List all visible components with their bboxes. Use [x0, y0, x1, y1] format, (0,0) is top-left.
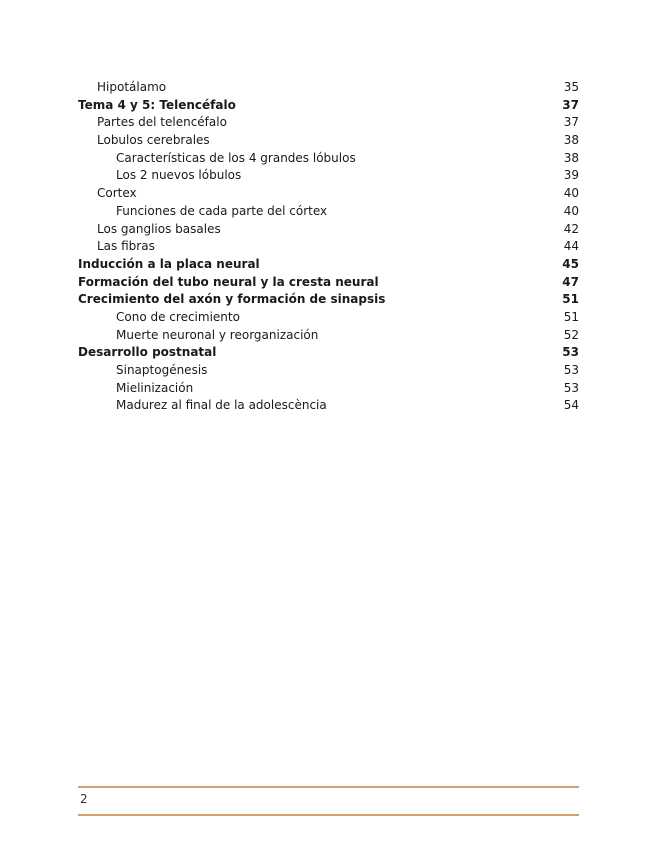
toc-entry-page: 53 — [563, 380, 579, 395]
toc-entry-title: Cortex — [97, 186, 137, 201]
toc-entry-page: 40 — [563, 186, 579, 201]
toc-entry-title: Tema 4 y 5: Telencéfalo — [78, 97, 236, 112]
toc-entry-title: Lobulos cerebrales — [97, 133, 210, 148]
toc-entry-page: 37 — [563, 115, 579, 130]
toc-entry-page: 51 — [563, 309, 579, 324]
toc-entry[interactable] — [78, 327, 579, 345]
toc-entry[interactable] — [78, 79, 579, 97]
toc-entry-page: 51 — [562, 292, 579, 307]
toc-entry[interactable] — [78, 238, 579, 256]
page-number: 2 — [80, 792, 88, 806]
toc-entry[interactable] — [78, 362, 579, 380]
footer-bottom-rule — [78, 814, 579, 816]
toc-entry[interactable] — [78, 150, 579, 168]
toc-entry-title: Sinaptogénesis — [116, 363, 208, 377]
toc-entry-page: 47 — [562, 274, 579, 289]
toc-entry[interactable] — [78, 397, 579, 415]
table-of-contents — [78, 79, 579, 415]
toc-entry-title: Los ganglios basales — [97, 221, 221, 236]
toc-entry-page: 35 — [563, 80, 579, 94]
toc-entry[interactable] — [78, 380, 579, 398]
toc-entry[interactable] — [78, 291, 579, 309]
toc-entry-page: 40 — [563, 203, 579, 218]
toc-entry-title: Cono de crecimiento — [116, 309, 240, 324]
toc-entry-page: 52 — [563, 327, 579, 342]
toc-entry[interactable] — [78, 167, 579, 185]
toc-entry[interactable] — [78, 97, 579, 115]
toc-entry-page: 54 — [563, 398, 579, 413]
toc-entry[interactable] — [78, 185, 579, 203]
toc-entry-title: Las fibras — [97, 239, 155, 254]
toc-entry-page: 42 — [563, 221, 579, 236]
toc-entry-page: 45 — [562, 256, 579, 271]
toc-entry-title: Madurez al final de la adolescència — [116, 398, 327, 413]
toc-entry-page: 38 — [563, 133, 579, 148]
toc-entry-page: 37 — [562, 97, 579, 112]
toc-entry-title: Características de los 4 grandes lóbulos — [116, 150, 356, 165]
toc-entry[interactable] — [78, 221, 579, 239]
toc-entry-title: Hipotálamo — [97, 80, 167, 94]
toc-entry-page: 38 — [563, 150, 579, 165]
toc-entry-page: 53 — [563, 363, 579, 377]
toc-entry-title: Crecimiento del axón y formación de sinapsis — [78, 292, 386, 307]
toc-entry-page: 39 — [563, 168, 579, 183]
toc-entry-title: Mielinización — [116, 380, 194, 395]
toc-entry[interactable] — [78, 256, 579, 274]
toc-entry-title: Los 2 nuevos lóbulos — [116, 168, 242, 183]
toc-entry-title: Formación del tubo neural y la cresta neural — [78, 274, 379, 289]
toc-entry-title: Muerte neuronal y reorganización — [116, 327, 319, 342]
toc-entry-page: 44 — [563, 239, 579, 254]
toc-entry[interactable] — [78, 114, 579, 132]
footer-top-rule — [78, 786, 579, 788]
toc-entry[interactable] — [78, 309, 579, 327]
toc-entry-title: Desarrollo postnatal — [78, 345, 217, 360]
toc-entry[interactable] — [78, 274, 579, 292]
toc-entry[interactable] — [78, 203, 579, 221]
toc-entry-title: Funciones de cada parte del córtex — [116, 203, 328, 218]
toc-entry-title: Inducción a la placa neural — [78, 256, 260, 271]
toc-entry[interactable] — [78, 132, 579, 150]
toc-entry-title: Partes del telencéfalo — [97, 115, 227, 130]
toc-entry[interactable] — [78, 344, 579, 362]
toc-entry-page: 53 — [562, 345, 579, 360]
